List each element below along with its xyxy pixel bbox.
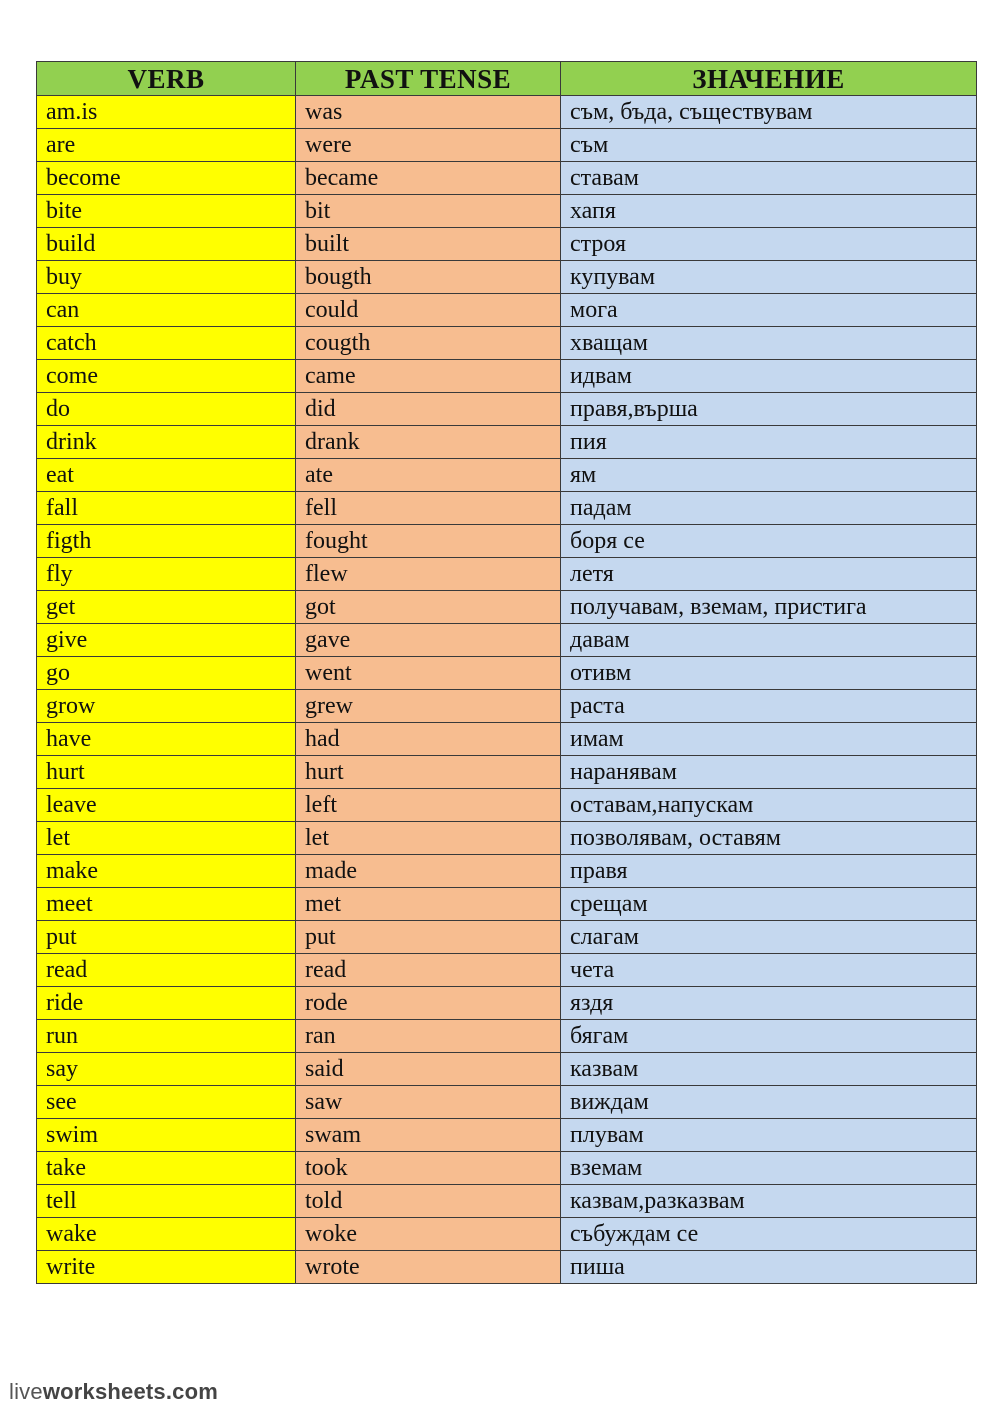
verb-cell: buy [37, 261, 296, 294]
table-row [37, 492, 977, 525]
meaning-cell: летя [561, 558, 977, 591]
past-tense-cell: swam [296, 1119, 561, 1152]
meaning-cell: идвам [561, 360, 977, 393]
verb-cell: let [37, 822, 296, 855]
table-row [37, 954, 977, 987]
past-tense-cell: got [296, 591, 561, 624]
verb-cell: fly [37, 558, 296, 591]
past-tense-cell: rode [296, 987, 561, 1020]
past-tense-cell: were [296, 129, 561, 162]
verb-cell: go [37, 657, 296, 690]
meaning-cell: правя,върша [561, 393, 977, 426]
verb-cell: are [37, 129, 296, 162]
past-tense-cell: hurt [296, 756, 561, 789]
meaning-cell: позволявам, оставям [561, 822, 977, 855]
past-tense-cell: woke [296, 1218, 561, 1251]
past-tense-cell: cougth [296, 327, 561, 360]
table-row [37, 1119, 977, 1152]
past-tense-cell: put [296, 921, 561, 954]
past-tense-cell: bit [296, 195, 561, 228]
verb-cell: bite [37, 195, 296, 228]
meaning-cell: наранявам [561, 756, 977, 789]
meaning-cell: правя [561, 855, 977, 888]
meaning-cell: съм [561, 129, 977, 162]
past-tense-cell: fell [296, 492, 561, 525]
table-row [37, 162, 977, 195]
table-row [37, 591, 977, 624]
meaning-cell: вземам [561, 1152, 977, 1185]
verb-cell: leave [37, 789, 296, 822]
table-row [37, 426, 977, 459]
table-row [37, 822, 977, 855]
past-tense-cell: left [296, 789, 561, 822]
verb-cell: can [37, 294, 296, 327]
verb-cell: meet [37, 888, 296, 921]
table-row [37, 1020, 977, 1053]
table-row [37, 195, 977, 228]
verb-cell: have [37, 723, 296, 756]
meaning-cell: получавам, вземам, пристига [561, 591, 977, 624]
header-verb: VERB [37, 62, 296, 96]
table-row [37, 327, 977, 360]
verb-cell: read [37, 954, 296, 987]
past-tense-cell: met [296, 888, 561, 921]
table-row [37, 657, 977, 690]
past-tense-cell: ate [296, 459, 561, 492]
meaning-cell: срещам [561, 888, 977, 921]
past-tense-cell: told [296, 1185, 561, 1218]
meaning-cell: отивм [561, 657, 977, 690]
table-row [37, 921, 977, 954]
header-past-tense: PAST TENSE [296, 62, 561, 96]
verb-cell: swim [37, 1119, 296, 1152]
table-row [37, 1185, 977, 1218]
table-row [37, 624, 977, 657]
meaning-cell: казвам [561, 1053, 977, 1086]
meaning-cell: ставам [561, 162, 977, 195]
past-tense-cell: wrote [296, 1251, 561, 1284]
meaning-cell: купувам [561, 261, 977, 294]
verb-cell: figth [37, 525, 296, 558]
table-row [37, 1086, 977, 1119]
verb-cell: am.is [37, 96, 296, 129]
verb-cell: make [37, 855, 296, 888]
past-tense-cell: bougth [296, 261, 561, 294]
table-row [37, 261, 977, 294]
past-tense-cell: did [296, 393, 561, 426]
liveworksheets-logo [9, 1379, 218, 1405]
past-tense-cell: came [296, 360, 561, 393]
meaning-cell: строя [561, 228, 977, 261]
meaning-cell: раста [561, 690, 977, 723]
verb-cell: tell [37, 1185, 296, 1218]
verb-cell: ride [37, 987, 296, 1020]
table-row [37, 96, 977, 129]
past-tense-cell: made [296, 855, 561, 888]
meaning-cell: чета [561, 954, 977, 987]
verb-cell: wake [37, 1218, 296, 1251]
meaning-cell: плувам [561, 1119, 977, 1152]
verb-cell: write [37, 1251, 296, 1284]
table-row [37, 525, 977, 558]
table-row [37, 888, 977, 921]
table-body [37, 96, 977, 1284]
verb-cell: drink [37, 426, 296, 459]
verb-cell: fall [37, 492, 296, 525]
past-tense-cell: drank [296, 426, 561, 459]
meaning-cell: слагам [561, 921, 977, 954]
table-row [37, 228, 977, 261]
verb-cell: come [37, 360, 296, 393]
meaning-cell: съм, бъда, съществувам [561, 96, 977, 129]
past-tense-cell: took [296, 1152, 561, 1185]
past-tense-cell: grew [296, 690, 561, 723]
past-tense-cell: had [296, 723, 561, 756]
verb-cell: give [37, 624, 296, 657]
table-header-row [37, 62, 977, 96]
past-tense-cell: went [296, 657, 561, 690]
meaning-cell: имам [561, 723, 977, 756]
past-tense-cell: fought [296, 525, 561, 558]
meaning-cell: виждам [561, 1086, 977, 1119]
past-tense-cell: built [296, 228, 561, 261]
past-tense-cell: let [296, 822, 561, 855]
past-tense-cell: read [296, 954, 561, 987]
table-row [37, 789, 977, 822]
meaning-cell: хапя [561, 195, 977, 228]
meaning-cell: мога [561, 294, 977, 327]
meaning-cell: пия [561, 426, 977, 459]
meaning-cell: оставам,напускам [561, 789, 977, 822]
verb-cell: do [37, 393, 296, 426]
past-tense-cell: saw [296, 1086, 561, 1119]
meaning-cell: хващам [561, 327, 977, 360]
meaning-cell: казвам,разказвам [561, 1185, 977, 1218]
table-row [37, 1053, 977, 1086]
table-row [37, 129, 977, 162]
verb-cell: grow [37, 690, 296, 723]
table-row [37, 1152, 977, 1185]
header-meaning: ЗНАЧЕНИЕ [561, 62, 977, 96]
verb-cell: build [37, 228, 296, 261]
table-row [37, 756, 977, 789]
irregular-verbs-table [36, 61, 977, 1284]
logo-prefix: live [9, 1379, 43, 1404]
meaning-cell: бягам [561, 1020, 977, 1053]
table-row [37, 558, 977, 591]
table-row [37, 1251, 977, 1284]
past-tense-cell: became [296, 162, 561, 195]
verb-cell: see [37, 1086, 296, 1119]
table-row [37, 360, 977, 393]
table-row [37, 855, 977, 888]
verb-cell: catch [37, 327, 296, 360]
past-tense-cell: gave [296, 624, 561, 657]
verb-cell: hurt [37, 756, 296, 789]
meaning-cell: падам [561, 492, 977, 525]
verb-cell: get [37, 591, 296, 624]
table-row [37, 723, 977, 756]
meaning-cell: пиша [561, 1251, 977, 1284]
verb-cell: take [37, 1152, 296, 1185]
verb-cell: put [37, 921, 296, 954]
meaning-cell: яздя [561, 987, 977, 1020]
meaning-cell: боря се [561, 525, 977, 558]
meaning-cell: ям [561, 459, 977, 492]
logo-main: worksheets.com [42, 1379, 219, 1404]
past-tense-cell: could [296, 294, 561, 327]
table-row [37, 987, 977, 1020]
table-row [37, 459, 977, 492]
verb-cell: say [37, 1053, 296, 1086]
table-row [37, 1218, 977, 1251]
verb-table-container [36, 61, 976, 1284]
table-row [37, 690, 977, 723]
past-tense-cell: was [296, 96, 561, 129]
meaning-cell: давам [561, 624, 977, 657]
meaning-cell: събуждам се [561, 1218, 977, 1251]
table-row [37, 393, 977, 426]
past-tense-cell: flew [296, 558, 561, 591]
past-tense-cell: said [296, 1053, 561, 1086]
table-row [37, 294, 977, 327]
verb-cell: eat [37, 459, 296, 492]
verb-cell: run [37, 1020, 296, 1053]
past-tense-cell: ran [296, 1020, 561, 1053]
verb-cell: become [37, 162, 296, 195]
